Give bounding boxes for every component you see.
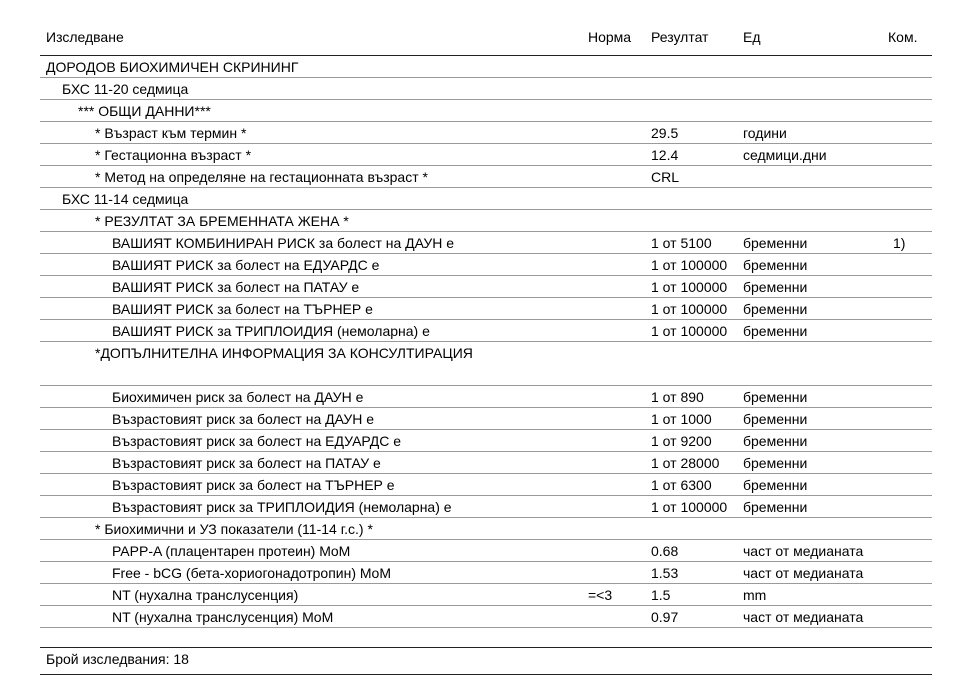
row-unit: бременни [743,279,808,295]
table-row [40,342,932,386]
table-row [40,188,932,210]
table-row [40,430,932,452]
table-row [40,232,932,254]
row-test-name: ВАШИЯТ КОМБИНИРАН РИСК за болест на ДАУН е [112,235,455,251]
row-test-name: ВАШИЯТ РИСК за болест на ЕДУАРДС е [112,257,380,273]
row-unit: част от медианата [743,609,864,625]
row-unit: част от медианата [743,565,864,581]
row-test-name: ВАШИЯТ РИСК за болест на ТЪРНЕР е [112,301,373,317]
row-test-name: Биохимичен риск за болест на ДАУН е [112,389,364,405]
table-row [40,562,932,584]
table-row [40,276,932,298]
row-result: CRL [651,169,680,185]
row-unit: бременни [743,235,808,251]
row-result: 12.4 [651,147,679,163]
table-row [40,166,932,188]
row-test-name: Възрастовият риск за болест на ПАТАУ е [112,455,381,471]
table-row [40,254,932,276]
row-result: 1 от 5100 [651,235,712,251]
row-test-name: PAPP-A (плацентарен протеин) MoM [112,543,351,559]
row-unit: години [743,125,787,141]
row-test-name: Free - bCG (бета-хориогонадотропин) MoM [112,565,392,581]
row-result: 1 от 6300 [651,477,712,493]
table-row [40,408,932,430]
row-unit: бременни [743,477,808,493]
table-row [40,584,932,606]
row-test-name: NT (нухална транслусенция) MoM [112,609,334,625]
row-result: 1.5 [651,587,671,603]
table-row [40,540,932,562]
report-footer [40,647,932,675]
table-header [0,0,964,56]
row-comment: 1) [893,235,906,251]
row-unit: бременни [743,301,808,317]
table-row [40,386,932,408]
row-test-name: * Гестационна възраст * [95,147,252,163]
table-row [40,122,932,144]
table-row [40,518,932,540]
table-row [40,320,932,342]
row-result: 1 от 100000 [651,323,728,339]
row-unit: бременни [743,257,808,273]
row-result: 1 от 100000 [651,301,728,317]
row-unit: бременни [743,499,808,515]
row-test-name: * Възраст към термин * [95,125,247,141]
table-row [40,144,932,166]
row-unit: част от медианата [743,543,864,559]
test-count: Брой изследвания: 18 [46,651,189,667]
row-unit: бременни [743,389,808,405]
row-test-name: Възрастовият риск за болест на ЕДУАРДС е [112,433,402,449]
row-result: 29.5 [651,125,679,141]
row-test-name: ВАШИЯТ РИСК за ТРИПЛОИДИЯ (немоларна) е [112,323,430,339]
row-test-name: * Биохимични и УЗ показатели (11-14 г.с.) * [95,521,373,537]
row-test-name: *ДОПЪЛНИТЕЛНА ИНФОРМАЦИЯ ЗА КОНСУЛТИРАЦИЯ [95,345,473,361]
row-test-name: NT (нухална транслусенция) [112,587,299,603]
header-unit: Ед [743,29,761,45]
results-table [0,56,964,628]
table-row [40,298,932,320]
row-result: 0.68 [651,543,679,559]
row-result: 1 от 9200 [651,433,712,449]
row-unit: бременни [743,455,808,471]
table-row [40,452,932,474]
row-result: 1 от 100000 [651,257,728,273]
row-test-name: *** ОБЩИ ДАННИ*** [78,103,211,119]
table-row [40,496,932,518]
row-test-name: Възрастовият риск за ТРИПЛОИДИЯ (немоларна) е [112,499,452,515]
table-row [40,606,932,628]
row-result: 1 от 28000 [651,455,720,471]
header-norm: Норма [588,29,632,45]
header-test: Изследване [46,29,124,45]
table-row [40,210,932,232]
table-row [40,474,932,496]
row-unit: бременни [743,433,808,449]
row-result: 1.53 [651,565,679,581]
row-unit: бременни [743,411,808,427]
row-result: 1 от 890 [651,389,704,405]
row-unit: mm [743,587,767,603]
row-result: 1 от 100000 [651,279,728,295]
row-test-name: БХС 11-20 седмица [62,81,189,97]
table-row [40,100,932,122]
row-test-name: * Метод на определяне на гестационната възраст * [95,169,428,185]
row-test-name: ДОРОДОВ БИОХИМИЧЕН СКРИНИНГ [46,59,299,75]
row-unit: бременни [743,323,808,339]
row-result: 1 от 1000 [651,411,712,427]
header-result: Резултат [651,29,709,45]
row-result: 0.97 [651,609,679,625]
table-row [40,56,932,78]
row-norm: =<3 [588,587,613,603]
table-row [40,78,932,100]
row-test-name: БХС 11-14 седмица [62,191,189,207]
row-test-name: Възрастовият риск за болест на ДАУН е [112,411,375,427]
header-comment: Ком. [888,29,918,45]
row-unit: седмици.дни [743,147,827,163]
row-test-name: Възрастовият риск за болест на ТЪРНЕР е [112,477,395,493]
row-test-name: * РЕЗУЛТАТ ЗА БРЕМЕННАТА ЖЕНА * [95,213,349,229]
row-test-name: ВАШИЯТ РИСК за болест на ПАТАУ е [112,279,360,295]
row-result: 1 от 100000 [651,499,728,515]
